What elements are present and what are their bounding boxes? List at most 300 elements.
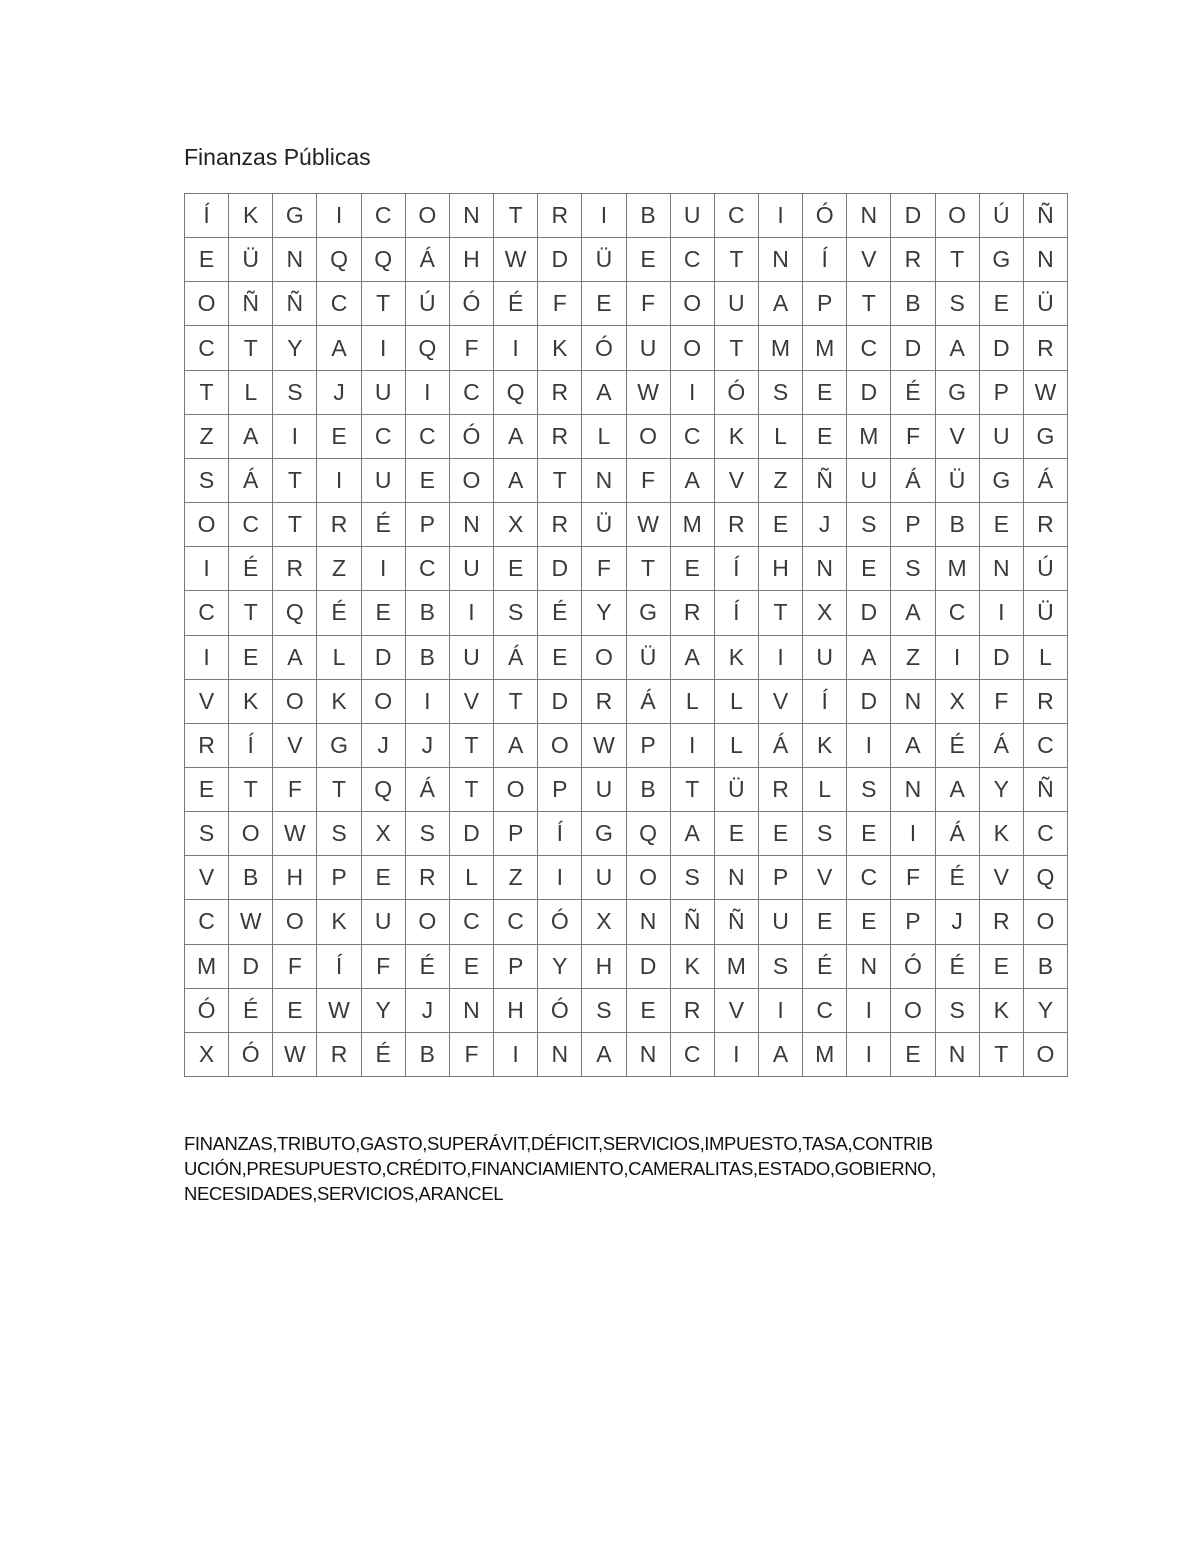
grid-cell: I xyxy=(847,1033,891,1077)
grid-cell: W xyxy=(582,724,626,768)
grid-cell: U xyxy=(627,326,671,370)
grid-cell: V xyxy=(759,680,803,724)
grid-cell: Q xyxy=(362,238,406,282)
grid-cell: R xyxy=(1024,326,1068,370)
grid-cell: N xyxy=(627,900,671,944)
grid-cell: N xyxy=(715,856,759,900)
grid-cell: C xyxy=(185,326,229,370)
grid-cell: K xyxy=(803,724,847,768)
grid-cell: Z xyxy=(494,856,538,900)
grid-cell: E xyxy=(627,238,671,282)
grid-cell: C xyxy=(362,415,406,459)
grid-cell: L xyxy=(715,724,759,768)
grid-cell: D xyxy=(538,680,582,724)
grid-cell: T xyxy=(980,1033,1024,1077)
grid-cell: O xyxy=(891,989,935,1033)
grid-cell: B xyxy=(406,591,450,635)
grid-cell: E xyxy=(185,238,229,282)
grid-cell: K xyxy=(671,945,715,989)
grid-cell: N xyxy=(847,194,891,238)
grid-cell: Q xyxy=(406,326,450,370)
grid-cell: V xyxy=(715,459,759,503)
grid-cell: Z xyxy=(185,415,229,459)
grid-cell: O xyxy=(185,503,229,547)
grid-cell: R xyxy=(671,989,715,1033)
grid-cell: Ó xyxy=(582,326,626,370)
grid-cell: E xyxy=(891,1033,935,1077)
grid-cell: I xyxy=(185,636,229,680)
grid-cell: Á xyxy=(936,812,980,856)
grid-cell: T xyxy=(229,326,273,370)
grid-cell: S xyxy=(494,591,538,635)
grid-cell: V xyxy=(450,680,494,724)
grid-cell: V xyxy=(273,724,317,768)
grid-cell: W xyxy=(273,812,317,856)
grid-cell: X xyxy=(185,1033,229,1077)
grid-cell: E xyxy=(450,945,494,989)
grid-cell: Ü xyxy=(229,238,273,282)
grid-cell: Á xyxy=(980,724,1024,768)
grid-cell: Á xyxy=(494,636,538,680)
word-list xyxy=(184,1131,1068,1206)
grid-cell: T xyxy=(538,459,582,503)
grid-cell: I xyxy=(406,371,450,415)
grid-cell: A xyxy=(494,724,538,768)
grid-cell: Ñ xyxy=(229,282,273,326)
grid-cell: I xyxy=(847,989,891,1033)
grid-cell: L xyxy=(803,768,847,812)
grid-cell: E xyxy=(494,547,538,591)
grid-cell: E xyxy=(362,591,406,635)
grid-cell: G xyxy=(582,812,626,856)
grid-cell: D xyxy=(362,636,406,680)
grid-cell: D xyxy=(538,547,582,591)
grid-cell: I xyxy=(494,1033,538,1077)
grid-cell: E xyxy=(273,989,317,1033)
grid-cell: B xyxy=(627,194,671,238)
grid-cell: W xyxy=(317,989,361,1033)
grid-cell: A xyxy=(273,636,317,680)
grid-cell: W xyxy=(229,900,273,944)
grid-cell: N xyxy=(538,1033,582,1077)
grid-cell: E xyxy=(362,856,406,900)
grid-cell: Í xyxy=(317,945,361,989)
grid-cell: I xyxy=(759,636,803,680)
grid-cell: Á xyxy=(627,680,671,724)
grid-cell: Í xyxy=(803,680,847,724)
grid-cell: I xyxy=(582,194,626,238)
grid-cell: D xyxy=(538,238,582,282)
grid-cell: U xyxy=(759,900,803,944)
grid-cell: D xyxy=(891,194,935,238)
grid-cell: Ü xyxy=(627,636,671,680)
grid-cell: W xyxy=(273,1033,317,1077)
grid-cell: Ü xyxy=(715,768,759,812)
grid-cell: E xyxy=(759,812,803,856)
grid-cell: C xyxy=(185,900,229,944)
grid-cell: C xyxy=(1024,724,1068,768)
grid-cell: S xyxy=(759,945,803,989)
grid-cell: É xyxy=(229,547,273,591)
grid-cell: Z xyxy=(759,459,803,503)
grid-cell: H xyxy=(582,945,626,989)
grid-cell: H xyxy=(759,547,803,591)
grid-cell: Í xyxy=(538,812,582,856)
grid-cell: C xyxy=(671,415,715,459)
grid-cell: E xyxy=(185,768,229,812)
grid-cell: F xyxy=(891,856,935,900)
grid-cell: C xyxy=(671,1033,715,1077)
grid-cell: É xyxy=(936,856,980,900)
grid-cell: W xyxy=(494,238,538,282)
grid-cell: G xyxy=(273,194,317,238)
grid-cell: T xyxy=(450,768,494,812)
grid-cell: V xyxy=(980,856,1024,900)
grid-cell: C xyxy=(847,856,891,900)
grid-cell: T xyxy=(715,326,759,370)
grid-cell: M xyxy=(936,547,980,591)
grid-cell: H xyxy=(273,856,317,900)
grid-cell: N xyxy=(891,680,935,724)
grid-cell: V xyxy=(185,680,229,724)
grid-cell: Ü xyxy=(936,459,980,503)
grid-cell: D xyxy=(847,591,891,635)
grid-cell: I xyxy=(759,194,803,238)
grid-cell: E xyxy=(803,371,847,415)
grid-cell: Á xyxy=(759,724,803,768)
grid-cell: W xyxy=(627,503,671,547)
grid-cell: C xyxy=(185,591,229,635)
grid-cell: I xyxy=(362,547,406,591)
grid-cell: G xyxy=(936,371,980,415)
grid-cell: A xyxy=(671,459,715,503)
grid-cell: F xyxy=(980,680,1024,724)
grid-cell: É xyxy=(406,945,450,989)
grid-cell: R xyxy=(538,194,582,238)
grid-cell: F xyxy=(891,415,935,459)
grid-cell: N xyxy=(450,503,494,547)
grid-cell: K xyxy=(317,680,361,724)
grid-cell: E xyxy=(980,503,1024,547)
grid-cell: G xyxy=(627,591,671,635)
grid-cell: V xyxy=(936,415,980,459)
grid-cell: Ü xyxy=(1024,591,1068,635)
grid-cell: Ú xyxy=(980,194,1024,238)
grid-cell: A xyxy=(759,282,803,326)
grid-cell: T xyxy=(671,768,715,812)
grid-cell: Í xyxy=(715,591,759,635)
grid-cell: X xyxy=(494,503,538,547)
grid-cell: F xyxy=(450,326,494,370)
grid-cell: A xyxy=(936,326,980,370)
grid-cell: O xyxy=(362,680,406,724)
grid-cell: T xyxy=(317,768,361,812)
grid-cell: S xyxy=(847,503,891,547)
grid-cell: T xyxy=(494,194,538,238)
grid-cell: R xyxy=(715,503,759,547)
grid-cell: O xyxy=(671,282,715,326)
grid-cell: D xyxy=(627,945,671,989)
grid-cell: A xyxy=(582,371,626,415)
grid-cell: J xyxy=(362,724,406,768)
grid-cell: I xyxy=(317,194,361,238)
grid-cell: O xyxy=(1024,1033,1068,1077)
grid-cell: O xyxy=(582,636,626,680)
grid-cell: J xyxy=(317,371,361,415)
grid-cell: Q xyxy=(362,768,406,812)
grid-cell: O xyxy=(273,900,317,944)
grid-cell: É xyxy=(317,591,361,635)
grid-cell: L xyxy=(715,680,759,724)
grid-cell: E xyxy=(803,900,847,944)
grid-cell: N xyxy=(450,194,494,238)
grid-cell: F xyxy=(273,945,317,989)
grid-cell: C xyxy=(362,194,406,238)
grid-cell: P xyxy=(494,945,538,989)
grid-cell: I xyxy=(185,547,229,591)
grid-cell: V xyxy=(803,856,847,900)
grid-cell: Q xyxy=(494,371,538,415)
grid-cell: I xyxy=(273,415,317,459)
grid-cell: A xyxy=(936,768,980,812)
grid-cell: É xyxy=(936,945,980,989)
grid-cell: D xyxy=(847,371,891,415)
grid-cell: O xyxy=(406,900,450,944)
grid-cell: A xyxy=(759,1033,803,1077)
grid-cell: O xyxy=(1024,900,1068,944)
grid-cell: R xyxy=(538,503,582,547)
grid-cell: R xyxy=(538,371,582,415)
grid-cell: P xyxy=(538,768,582,812)
grid-cell: I xyxy=(494,326,538,370)
grid-cell: T xyxy=(229,591,273,635)
grid-cell: P xyxy=(494,812,538,856)
grid-cell: A xyxy=(891,591,935,635)
grid-cell: Í xyxy=(185,194,229,238)
grid-cell: M xyxy=(803,1033,847,1077)
grid-cell: E xyxy=(582,282,626,326)
grid-cell: E xyxy=(847,900,891,944)
grid-cell: U xyxy=(980,415,1024,459)
grid-cell: U xyxy=(450,636,494,680)
grid-cell: U xyxy=(671,194,715,238)
grid-cell: J xyxy=(406,724,450,768)
grid-cell: A xyxy=(317,326,361,370)
grid-cell: N xyxy=(273,238,317,282)
grid-cell: Ñ xyxy=(715,900,759,944)
grid-cell: P xyxy=(803,282,847,326)
word-list-line: UCIÓN,PRESUPUESTO,CRÉDITO,FINANCIAMIENTO,CAMERALITAS,ESTADO,GOBIERNO, xyxy=(184,1158,936,1179)
grid-cell: U xyxy=(362,900,406,944)
grid-cell: P xyxy=(627,724,671,768)
grid-cell: A xyxy=(847,636,891,680)
grid-cell: C xyxy=(671,238,715,282)
grid-cell: E xyxy=(847,547,891,591)
grid-cell: F xyxy=(582,547,626,591)
grid-cell: Ú xyxy=(1024,547,1068,591)
grid-cell: I xyxy=(362,326,406,370)
grid-cell: O xyxy=(273,680,317,724)
grid-cell: P xyxy=(406,503,450,547)
grid-cell: I xyxy=(715,1033,759,1077)
grid-cell: T xyxy=(936,238,980,282)
grid-cell: W xyxy=(627,371,671,415)
grid-cell: B xyxy=(406,636,450,680)
grid-cell: D xyxy=(980,636,1024,680)
grid-cell: E xyxy=(803,415,847,459)
grid-cell: B xyxy=(627,768,671,812)
grid-cell: C xyxy=(803,989,847,1033)
grid-cell: Á xyxy=(406,238,450,282)
grid-cell: C xyxy=(847,326,891,370)
grid-cell: N xyxy=(759,238,803,282)
grid-cell: S xyxy=(273,371,317,415)
grid-cell: R xyxy=(317,503,361,547)
grid-cell: A xyxy=(582,1033,626,1077)
word-search-grid xyxy=(184,193,1068,1077)
grid-cell: F xyxy=(627,459,671,503)
grid-cell: K xyxy=(229,680,273,724)
grid-cell: É xyxy=(936,724,980,768)
grid-cell: T xyxy=(627,547,671,591)
grid-cell: R xyxy=(980,900,1024,944)
grid-cell: E xyxy=(229,636,273,680)
grid-cell: K xyxy=(980,812,1024,856)
grid-cell: Ü xyxy=(582,238,626,282)
grid-cell: T xyxy=(273,503,317,547)
grid-cell: I xyxy=(847,724,891,768)
grid-cell: S xyxy=(317,812,361,856)
grid-cell: Ó xyxy=(538,900,582,944)
grid-cell: M xyxy=(759,326,803,370)
grid-cell: S xyxy=(936,989,980,1033)
grid-cell: L xyxy=(1024,636,1068,680)
grid-cell: B xyxy=(891,282,935,326)
grid-cell: A xyxy=(494,459,538,503)
word-list-line: FINANZAS,TRIBUTO,GASTO,SUPERÁVIT,DÉFICIT,SERVICIOS,IMPUESTO,TASA,CONTRIB xyxy=(184,1133,933,1154)
grid-cell: S xyxy=(936,282,980,326)
grid-cell: P xyxy=(891,900,935,944)
grid-cell: R xyxy=(317,1033,361,1077)
grid-cell: C xyxy=(317,282,361,326)
grid-cell: E xyxy=(627,989,671,1033)
grid-cell: E xyxy=(847,812,891,856)
grid-cell: É xyxy=(803,945,847,989)
grid-cell: O xyxy=(185,282,229,326)
grid-cell: K xyxy=(229,194,273,238)
grid-cell: Ó xyxy=(229,1033,273,1077)
grid-cell: N xyxy=(803,547,847,591)
grid-cell: Z xyxy=(317,547,361,591)
grid-cell: Q xyxy=(317,238,361,282)
grid-cell: R xyxy=(1024,680,1068,724)
grid-cell: S xyxy=(803,812,847,856)
grid-cell: N xyxy=(980,547,1024,591)
grid-cell: G xyxy=(980,459,1024,503)
grid-cell: É xyxy=(362,503,406,547)
grid-cell: K xyxy=(538,326,582,370)
grid-cell: D xyxy=(229,945,273,989)
grid-cell: U xyxy=(450,547,494,591)
grid-cell: C xyxy=(229,503,273,547)
grid-cell: U xyxy=(582,768,626,812)
grid-cell: X xyxy=(803,591,847,635)
grid-cell: X xyxy=(936,680,980,724)
grid-cell: F xyxy=(538,282,582,326)
grid-cell: L xyxy=(582,415,626,459)
grid-cell: K xyxy=(980,989,1024,1033)
grid-cell: V xyxy=(185,856,229,900)
grid-cell: E xyxy=(671,547,715,591)
grid-cell: V xyxy=(715,989,759,1033)
grid-cell: N xyxy=(936,1033,980,1077)
grid-cell: K xyxy=(715,636,759,680)
grid-cell: T xyxy=(759,591,803,635)
grid-cell: N xyxy=(450,989,494,1033)
grid-cell: T xyxy=(229,768,273,812)
grid-cell: I xyxy=(891,812,935,856)
grid-cell: C xyxy=(715,194,759,238)
grid-cell: P xyxy=(980,371,1024,415)
grid-cell: F xyxy=(362,945,406,989)
grid-cell: G xyxy=(317,724,361,768)
grid-cell: N xyxy=(847,945,891,989)
grid-cell: Á xyxy=(406,768,450,812)
grid-cell: R xyxy=(891,238,935,282)
grid-cell: Á xyxy=(229,459,273,503)
grid-cell: X xyxy=(362,812,406,856)
grid-cell: Y xyxy=(582,591,626,635)
grid-cell: I xyxy=(406,680,450,724)
grid-cell: Í xyxy=(229,724,273,768)
grid-cell: N xyxy=(1024,238,1068,282)
grid-cell: M xyxy=(671,503,715,547)
grid-cell: C xyxy=(406,547,450,591)
grid-cell: O xyxy=(627,856,671,900)
grid-cell: O xyxy=(627,415,671,459)
grid-cell: Á xyxy=(1024,459,1068,503)
grid-cell: R xyxy=(185,724,229,768)
grid-cell: A xyxy=(229,415,273,459)
grid-cell: C xyxy=(494,900,538,944)
grid-cell: Ñ xyxy=(803,459,847,503)
grid-cell: É xyxy=(494,282,538,326)
grid-cell: Ü xyxy=(582,503,626,547)
grid-cell: L xyxy=(317,636,361,680)
grid-cell: Y xyxy=(362,989,406,1033)
grid-cell: M xyxy=(715,945,759,989)
grid-cell: F xyxy=(273,768,317,812)
grid-cell: Q xyxy=(1024,856,1068,900)
grid-cell: A xyxy=(891,724,935,768)
grid-cell: T xyxy=(362,282,406,326)
grid-cell: S xyxy=(406,812,450,856)
grid-cell: Y xyxy=(273,326,317,370)
grid-cell: O xyxy=(936,194,980,238)
grid-cell: F xyxy=(450,1033,494,1077)
grid-cell: L xyxy=(229,371,273,415)
grid-cell: Ú xyxy=(406,282,450,326)
grid-cell: Ñ xyxy=(671,900,715,944)
grid-cell: H xyxy=(494,989,538,1033)
grid-cell: R xyxy=(538,415,582,459)
grid-cell: U xyxy=(803,636,847,680)
grid-cell: Í xyxy=(715,547,759,591)
grid-cell: T xyxy=(715,238,759,282)
grid-cell: U xyxy=(362,459,406,503)
grid-cell: Á xyxy=(891,459,935,503)
grid-cell: P xyxy=(759,856,803,900)
